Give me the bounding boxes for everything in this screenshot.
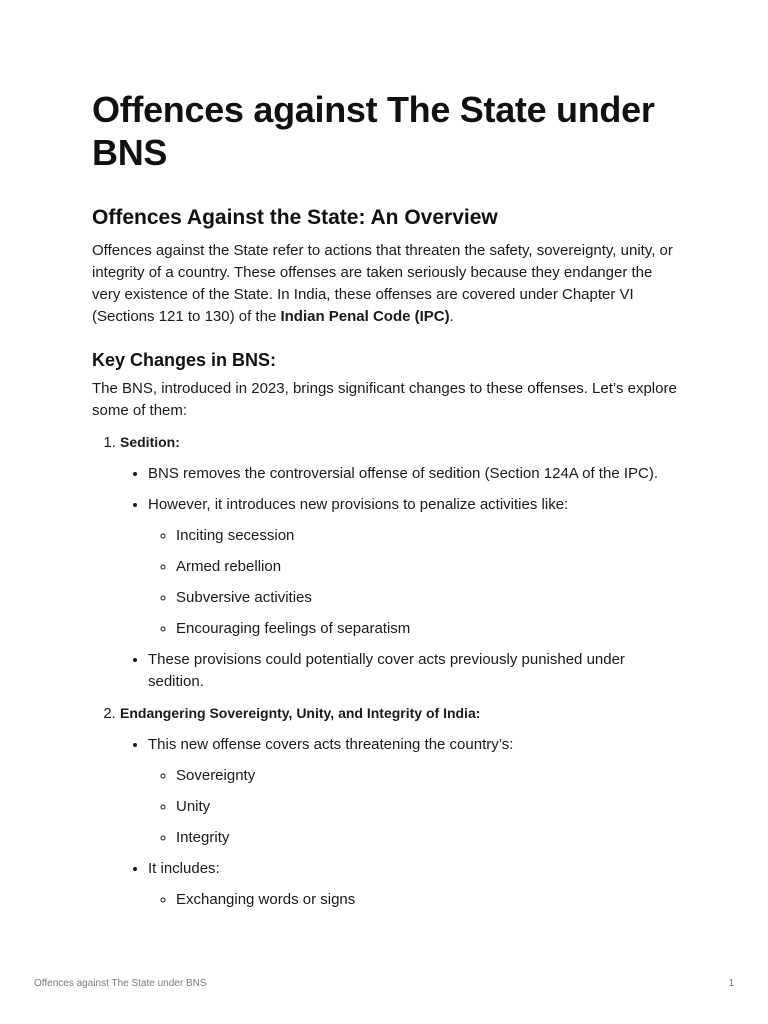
key-changes-intro: The BNS, introduced in 2023, brings significant changes to these offenses. Let’s explore some of them: <box>92 380 677 419</box>
bullet-item <box>148 734 682 849</box>
list-item-title: Sedition: <box>120 434 180 450</box>
bullet-text: It includes: <box>148 860 220 877</box>
overview-end: . <box>449 308 454 325</box>
overview-paragraph <box>92 240 682 328</box>
list-item-endangering-sovereignty <box>120 702 682 911</box>
bullet-item: • BNS removes the controversial offense of sedition (Section 124A of the IPC). <box>148 463 682 485</box>
bullet-list <box>120 734 682 911</box>
list-item-title: Endangering Sovereignty, Unity, and Integrity of India: <box>120 705 481 721</box>
sub-bullet-item: ◦ Exchanging words or signs <box>176 889 682 911</box>
bullet-item <box>148 858 682 911</box>
page-title: Offences against The State under BNS <box>92 89 655 173</box>
overview-text: Offences against the State refer to actions that threaten the safety, sovereignty, unity, or integrity of a country. These offenses are taken seriously because they endanger the very existence of the State. In India, these offenses are covered under Chapter VI (Sections 121 to 130) of the <box>92 242 673 325</box>
bullet-list <box>120 463 682 693</box>
overview-heading: Offences Against the State: An Overview <box>92 206 498 229</box>
sub-bullet-list <box>148 889 682 911</box>
footer-title: Offences against The State under BNS <box>34 978 207 989</box>
overview-bold-term: Indian Penal Code (IPC) <box>280 308 450 325</box>
sub-bullet-item: ◦ Encouraging feelings of separatism <box>176 618 682 640</box>
page-footer <box>34 978 734 989</box>
sub-bullet-item: ◦ Subversive activities <box>176 587 682 609</box>
key-changes-list <box>92 431 682 911</box>
bullet-item: • These provisions could potentially cover acts previously punished under sedition. <box>148 649 682 693</box>
document-page <box>92 88 682 911</box>
bullet-item <box>148 494 682 640</box>
bullet-text: This new offense covers acts threatening the country’s: <box>148 736 514 753</box>
key-changes-heading: Key Changes in BNS: <box>92 350 277 370</box>
sub-bullet-list <box>148 525 682 640</box>
bullet-text: However, it introduces new provisions to penalize activities like: <box>148 496 569 513</box>
sub-bullet-item: ◦ Sovereignty <box>176 765 682 787</box>
sub-bullet-list <box>148 765 682 849</box>
sub-bullet-item: ◦ Armed rebellion <box>176 556 682 578</box>
sub-bullet-item: ◦ Integrity <box>176 827 682 849</box>
page-number: 1 <box>728 978 734 989</box>
sub-bullet-item: ◦ Inciting secession <box>176 525 682 547</box>
list-item-sedition <box>120 431 682 693</box>
sub-bullet-item: ◦ Unity <box>176 796 682 818</box>
